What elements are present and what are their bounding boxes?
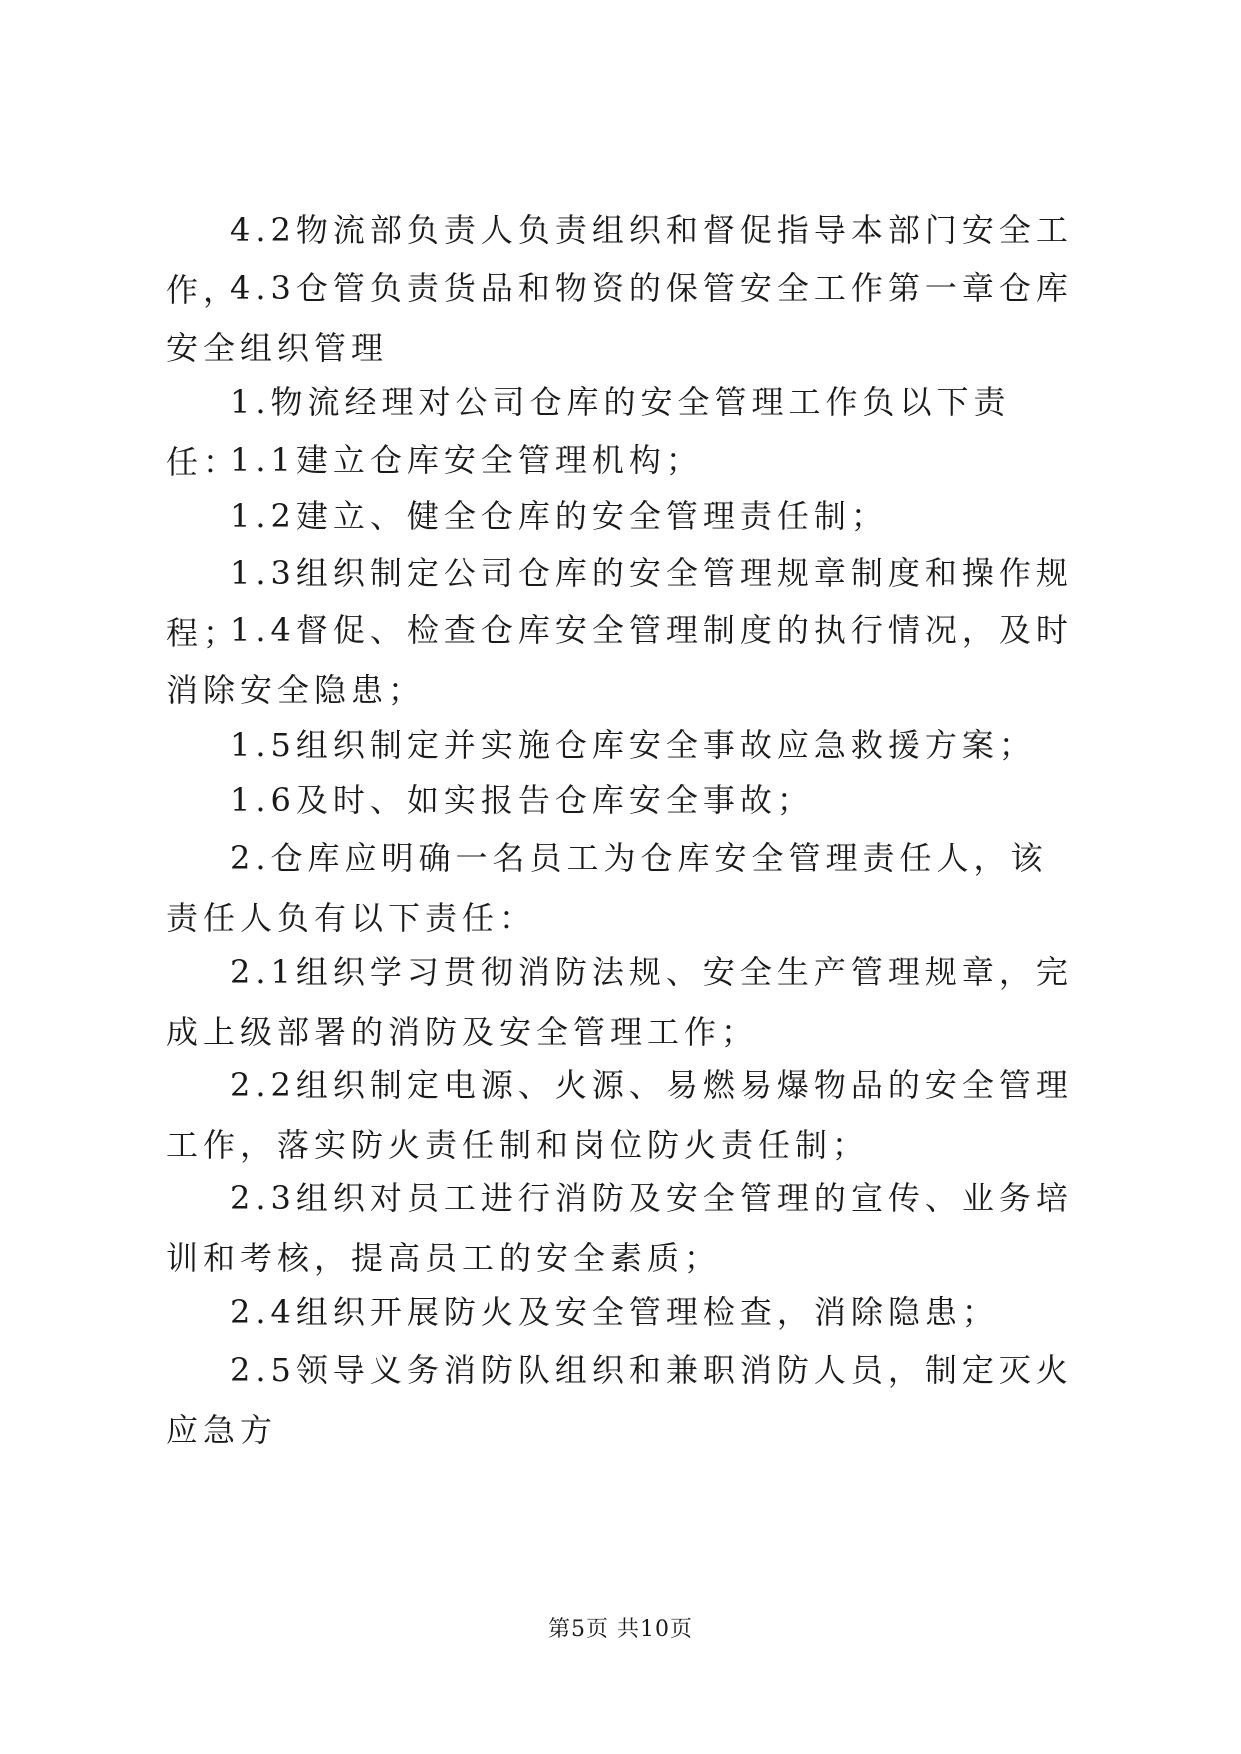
paragraph-2-3: 2.3组织对员工进行消防及安全管理的宣传、业务培训和考核，提高员工的安全素质； <box>166 1179 1073 1277</box>
page-number-footer: 第5页 共10页 <box>548 1617 693 1642</box>
paragraph-1-3: 1.3组织制定公司仓库的安全管理规章制度和操作规程； <box>166 554 1073 652</box>
paragraph-2-1: 2.1组织学习贯彻消防法规、安全生产管理规章，完成上级部署的消防及安全管理工作； <box>166 953 1073 1051</box>
paragraph-1-5: 1.5组织制定并实施仓库安全事故应急救援方案； <box>230 726 1036 764</box>
paragraph-2: 2.仓库应明确一名员工为仓库安全管理责任人，该责任人负有以下责任： <box>166 839 1048 937</box>
paragraph-1-6: 1.6及时、如实报告仓库安全事故； <box>230 781 814 819</box>
paragraph-1-2: 1.2建立、健全仓库的安全管理责任制； <box>230 497 888 535</box>
paragraph-2-5: 2.5领导义务消防队组织和兼职消防人员，制定灭火应急方 <box>166 1351 1073 1449</box>
paragraph-1-4: 1.4督促、检查仓库安全管理制度的执行情况，及时消除安全隐患； <box>166 611 1073 709</box>
paragraph-1: 1.物流经理对公司仓库的安全管理工作负以下责任： <box>166 383 1011 481</box>
paragraph-1-1: 1.1建立仓库安全管理机构； <box>230 441 703 479</box>
paragraph-2-2: 2.2组织制定电源、火源、易燃易爆物品的安全管理工作，落实防火责任制和岗位防火责任制； <box>166 1066 1073 1164</box>
paragraph-4-2: 4.2物流部负责人负责组织和督促指导本部门安全工作， <box>166 211 1073 309</box>
paragraph-2-4: 2.4组织开展防火及安全管理检查，消除隐患； <box>230 1293 999 1331</box>
paragraph-4-3: 4.3仓管负责货品和物资的保管安全工作第一章仓库安全组织管理 <box>166 269 1073 367</box>
